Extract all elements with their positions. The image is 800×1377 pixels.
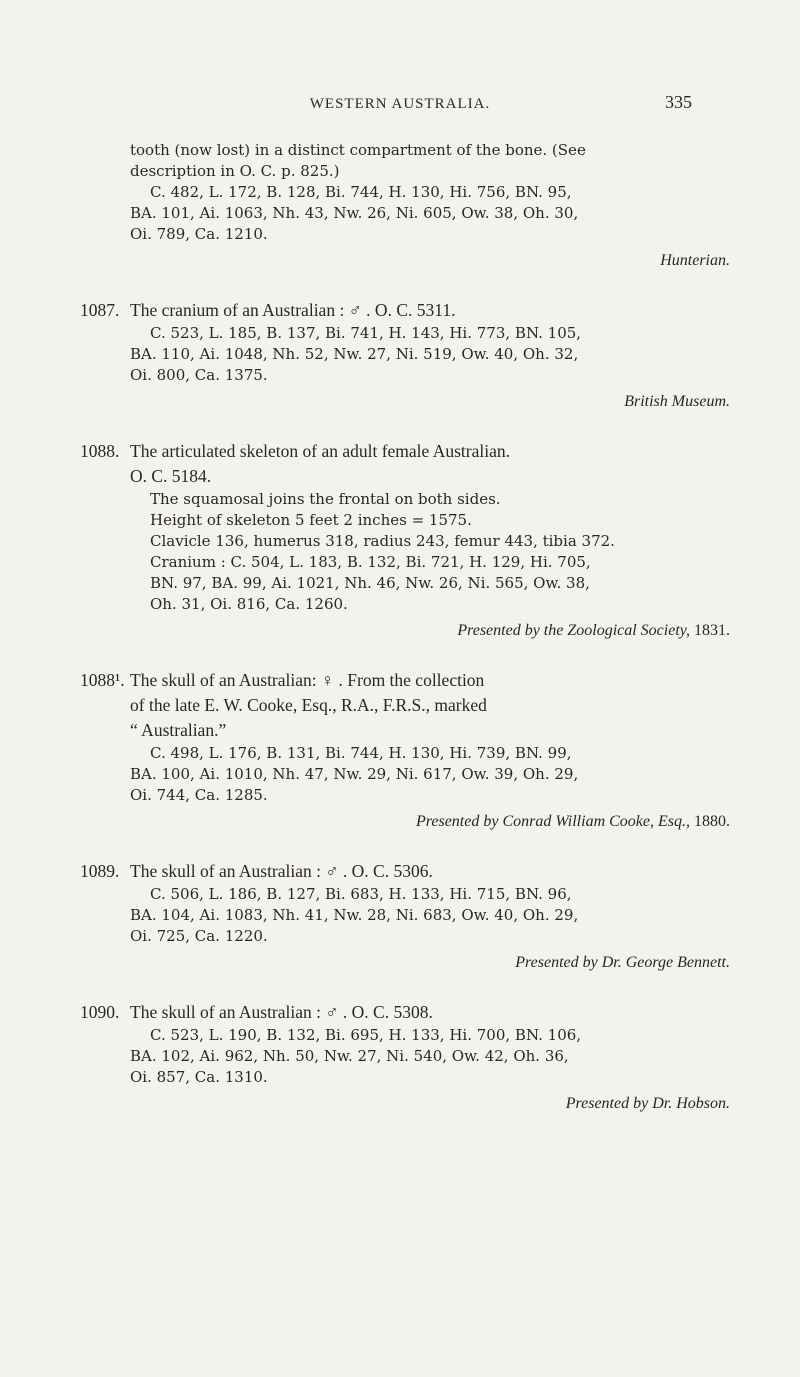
entry-source (130, 810, 730, 833)
entry-note-line: The squamosal joins the frontal on both sides. (150, 490, 501, 508)
entry-source (130, 619, 730, 642)
catalogue-entry (80, 668, 730, 833)
page-content (80, 140, 730, 1141)
page-number: 335 (665, 92, 692, 112)
measurement-line: BA. 110, Ai. 1048, Nh. 52, Nw. 27, Ni. 519, Ow. 40, Oh. 32, (130, 345, 579, 363)
entry-source-text: Presented by the Zoological Society, (457, 622, 690, 639)
entry-source-year: 1831. (690, 622, 730, 639)
entry-number: 1090. (80, 1002, 120, 1022)
measurement-line: BA. 101, Ai. 1063, Nh. 43, Nw. 26, Ni. 605, Ow. 38, Oh. 30, (130, 204, 579, 222)
entry-source (130, 951, 730, 974)
entry-source (130, 1092, 730, 1115)
entry-heading-line: The skull of an Australian : ♂ . O. C. 5306. (130, 861, 433, 881)
entry-note-line: Oh. 31, Oi. 816, Ca. 1260. (150, 595, 348, 613)
entry-number: 1087. (80, 300, 120, 320)
entry-heading-line: O. C. 5184. (130, 466, 212, 486)
entry-heading-line: The skull of an Australian: ♀ . From the collection (130, 670, 485, 690)
entry-source-year: 1880. (690, 813, 730, 830)
measurement-line: BA. 104, Ai. 1083, Nh. 41, Nw. 28, Ni. 683, Ow. 40, Oh. 29, (130, 906, 579, 924)
measurement-line: C. 506, L. 186, B. 127, Bi. 683, H. 133, Hi. 715, BN. 96, (150, 885, 572, 903)
measurement-line: Oi. 744, Ca. 1285. (130, 786, 268, 804)
entry-heading-line: The articulated skeleton of an adult female Australian. (130, 441, 510, 461)
entry-heading-line: of the late E. W. Cooke, Esq., R.A., F.R.S., marked (130, 695, 487, 715)
measurement-line: Oi. 725, Ca. 1220. (130, 927, 268, 945)
running-head: WESTERN AUSTRALIA. (309, 96, 491, 112)
catalogue-entry (80, 439, 730, 642)
catalogue-entry (80, 298, 730, 413)
measurement-line: C. 523, L. 190, B. 132, Bi. 695, H. 133, Hi. 700, BN. 106, (150, 1026, 582, 1044)
continued-text-line: tooth (now lost) in a distinct compartment of the bone. (See (130, 141, 586, 159)
measurement-line: Oi. 800, Ca. 1375. (130, 366, 268, 384)
entry-source-text: Presented by Dr. George Bennett. (515, 954, 730, 971)
catalogue-entry (80, 859, 730, 974)
entry-note-line: Clavicle 136, humerus 318, radius 243, femur 443, tibia 372. (150, 532, 615, 550)
entry-number: 1088. (80, 441, 120, 461)
measurement-line: Oi. 789, Ca. 1210. (130, 225, 268, 243)
measurement-line: C. 498, L. 176, B. 131, Bi. 744, H. 130, Hi. 739, BN. 99, (150, 744, 572, 762)
measurement-line: BA. 102, Ai. 962, Nh. 50, Nw. 27, Ni. 540, Ow. 42, Oh. 36, (130, 1047, 569, 1065)
measurement-line: BA. 100, Ai. 1010, Nh. 47, Nw. 29, Ni. 617, Ow. 39, Oh. 29, (130, 765, 579, 783)
entry-heading-line: “ Australian.” (130, 720, 227, 740)
entry-note-line: Cranium : C. 504, L. 183, B. 132, Bi. 721, H. 129, Hi. 705, (150, 553, 591, 571)
entry-heading-line: The skull of an Australian : ♂ . O. C. 5308. (130, 1002, 433, 1022)
measurement-line: C. 523, L. 185, B. 137, Bi. 741, H. 143, Hi. 773, BN. 105, (150, 324, 582, 342)
continued-entry (130, 140, 730, 272)
entry-source-text: Presented by Dr. Hobson. (565, 1095, 730, 1112)
entry-note-line: BN. 97, BA. 99, Ai. 1021, Nh. 46, Nw. 26, Ni. 565, Ow. 38, (150, 574, 590, 592)
entry-note-line: Height of skeleton 5 feet 2 inches = 1575. (150, 511, 472, 529)
entry-source (130, 390, 730, 413)
entry-heading-line: The cranium of an Australian : ♂ . O. C. 5311. (130, 300, 456, 320)
entry-source: Hunterian. (660, 252, 730, 269)
measurement-line: C. 482, L. 172, B. 128, Bi. 744, H. 130, Hi. 756, BN. 95, (150, 183, 572, 201)
entry-list (80, 298, 730, 1115)
catalogue-entry (80, 1000, 730, 1115)
entry-source-text: Presented by Conrad William Cooke, Esq., (415, 813, 690, 830)
entry-source-text: British Museum. (624, 393, 730, 410)
continued-text-line: description in O. C. p. 825.) (130, 162, 340, 180)
measurement-line: Oi. 857, Ca. 1310. (130, 1068, 268, 1086)
entry-number: 1089. (80, 861, 120, 881)
entry-number: 1088¹. (80, 670, 125, 690)
